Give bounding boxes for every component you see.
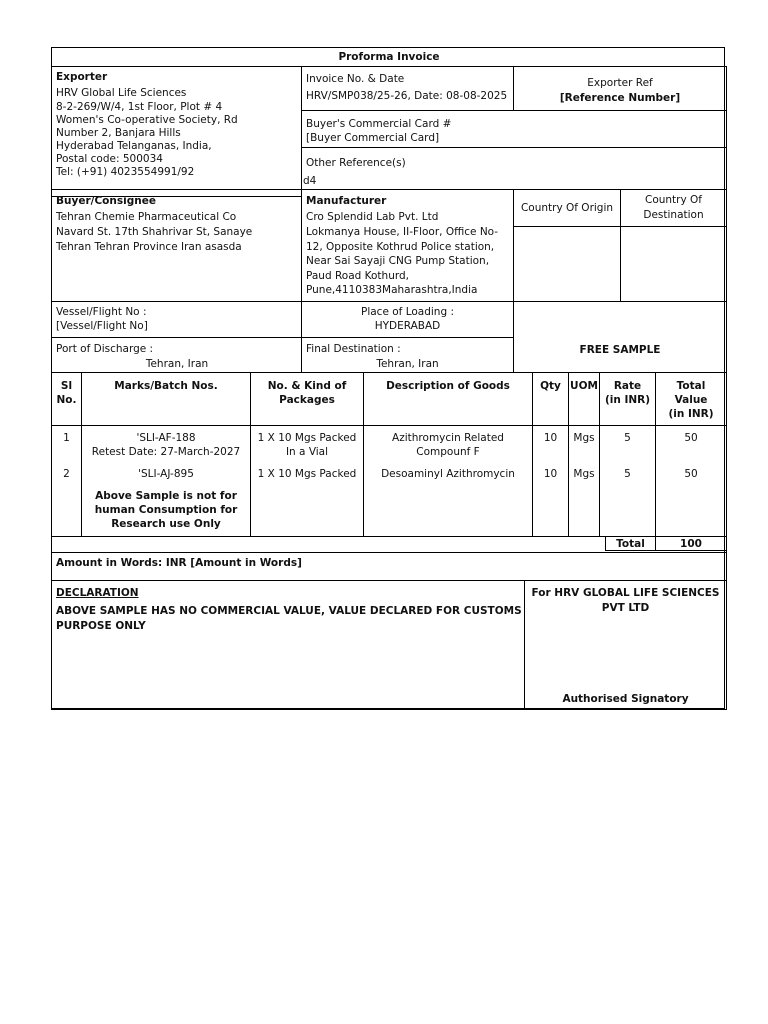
row-total: 50 — [684, 468, 698, 480]
exporter-heading: Exporter — [56, 71, 108, 83]
manufacturer-line: Cro Splendid Lab Pvt. Ltd — [306, 211, 439, 223]
header-total: Value — [674, 394, 708, 406]
exporter-ref-value: [Reference Number] — [559, 92, 681, 104]
sample-note: Research use Only — [111, 518, 221, 530]
buyer-line: Navard St. 17th Shahrivar St, Sanaye — [56, 226, 253, 238]
row-desc: Azithromycin Related — [392, 432, 504, 444]
vessel-label: Vessel/Flight No : — [56, 306, 147, 318]
exporter-line: Tel: (+91) 4023554991/92 — [56, 166, 195, 178]
authorised-signatory-label: Authorised Signatory — [562, 693, 689, 705]
country-origin-value-cell — [513, 226, 621, 302]
row-packages: 1 X 10 Mgs Packed — [257, 468, 357, 480]
exporter-line: Number 2, Banjara Hills — [56, 127, 181, 139]
row-qty: 10 — [543, 432, 558, 444]
free-sample-cell — [513, 301, 727, 373]
row-packages: 1 X 10 Mgs Packed — [257, 432, 357, 444]
buyer-card-label: Buyer's Commercial Card # — [306, 118, 452, 130]
row-marks: 'SLI-AF-188 — [136, 432, 196, 444]
header-total: Total — [676, 380, 706, 392]
row-qty: 10 — [543, 468, 558, 480]
row-marks: Retest Date: 27-March-2027 — [91, 446, 241, 458]
header-packages: No. & Kind of — [267, 380, 347, 392]
declaration-heading: DECLARATION — [56, 587, 139, 599]
header-sl: Sl — [60, 380, 73, 392]
country-origin-label: Country Of Origin — [520, 202, 614, 214]
final-dest-label: Final Destination : — [306, 343, 401, 355]
buyer-heading: Buyer/Consignee — [56, 195, 156, 207]
declaration-text: ABOVE SAMPLE HAS NO COMMERCIAL VALUE, VALUE DECLARED FOR CUSTOMS — [56, 605, 522, 617]
sample-note: Above Sample is not for — [95, 490, 237, 502]
row-sl: 2 — [63, 468, 70, 480]
discharge-label: Port of Discharge : — [56, 343, 154, 355]
free-sample-label: FREE SAMPLE — [579, 344, 661, 356]
other-ref-label: Other Reference(s) — [306, 157, 406, 169]
row-sl: 1 — [63, 432, 70, 444]
row-desc: Compounf F — [416, 446, 480, 458]
country-dest-label: Country Of — [644, 194, 702, 206]
amount-words: Amount in Words: INR [Amount in Words] — [56, 557, 302, 569]
buyer-line: Tehran Tehran Province Iran asasda — [56, 241, 242, 253]
loading-label: Place of Loading : — [360, 306, 454, 318]
row-desc: Desoaminyl Azithromycin — [381, 468, 515, 480]
header-uom: UOM — [570, 380, 598, 392]
exporter-line: Hyderabad Telanganas, India, — [56, 140, 212, 152]
header-qty: Qty — [540, 380, 561, 392]
country-dest-label: Destination — [643, 209, 704, 221]
total-label: Total — [616, 538, 645, 550]
manufacturer-heading: Manufacturer — [306, 195, 387, 207]
exporter-line: 8-2-269/W/4, 1st Floor, Plot # 4 — [56, 101, 223, 113]
proforma-invoice — [51, 47, 725, 709]
manufacturer-line: Near Sai Sayaji CNG Pump Station, — [306, 255, 490, 267]
manufacturer-line: Pune,4110383Maharashtra,India — [306, 284, 478, 296]
vessel-value: [Vessel/Flight No] — [56, 320, 148, 332]
final-dest-value: Tehran, Iran — [376, 358, 439, 370]
signatory-company: For HRV GLOBAL LIFE SCIENCES — [531, 587, 720, 599]
header-desc: Description of Goods — [386, 380, 510, 392]
invoice-no-label: Invoice No. & Date — [306, 73, 405, 85]
invoice-no-value: HRV/SMP038/25-26, Date: 08-08-2025 — [306, 90, 508, 102]
buyer-line: Tehran Chemie Pharmaceutical Co — [56, 211, 237, 223]
loading-value: HYDERABAD — [374, 320, 441, 332]
exporter-line: HRV Global Life Sciences — [56, 87, 187, 99]
total-value: 100 — [680, 538, 702, 550]
manufacturer-line: 12, Opposite Kothrud Police station, — [306, 241, 495, 253]
row-rate: 5 — [624, 432, 631, 444]
exporter-line: Women's Co-operative Society, Rd — [56, 114, 238, 126]
country-dest-value-cell — [620, 226, 727, 302]
manufacturer-line: Paud Road Kothurd, — [306, 270, 409, 282]
invoice-title: Proforma Invoice — [338, 51, 440, 63]
header-rate: Rate — [613, 380, 642, 392]
header-sl: No. — [56, 394, 77, 406]
header-marks: Marks/Batch Nos. — [114, 380, 218, 392]
row-marks: 'SLI-AJ-895 — [138, 468, 194, 480]
row-packages: In a Vial — [285, 446, 329, 458]
row-uom: Mgs — [573, 432, 595, 444]
discharge-value: Tehran, Iran — [145, 358, 209, 370]
manufacturer-line: Lokmanya House, II-Floor, Office No- — [306, 226, 499, 238]
exporter-line: Postal code: 500034 — [56, 153, 163, 165]
row-uom: Mgs — [573, 468, 595, 480]
header-packages: Packages — [279, 394, 335, 406]
header-rate: (in INR) — [604, 394, 651, 406]
sample-note: human Consumption for — [94, 504, 238, 516]
exporter-ref-label: Exporter Ref — [587, 77, 653, 89]
declaration-text: PURPOSE ONLY — [56, 620, 146, 632]
header-total: (in INR) — [668, 408, 714, 420]
signatory-company: PVT LTD — [601, 602, 650, 614]
other-ref-value: d4 — [303, 175, 317, 187]
buyer-card-value: [Buyer Commercial Card] — [306, 132, 440, 144]
row-rate: 5 — [624, 468, 631, 480]
row-total: 50 — [684, 432, 698, 444]
